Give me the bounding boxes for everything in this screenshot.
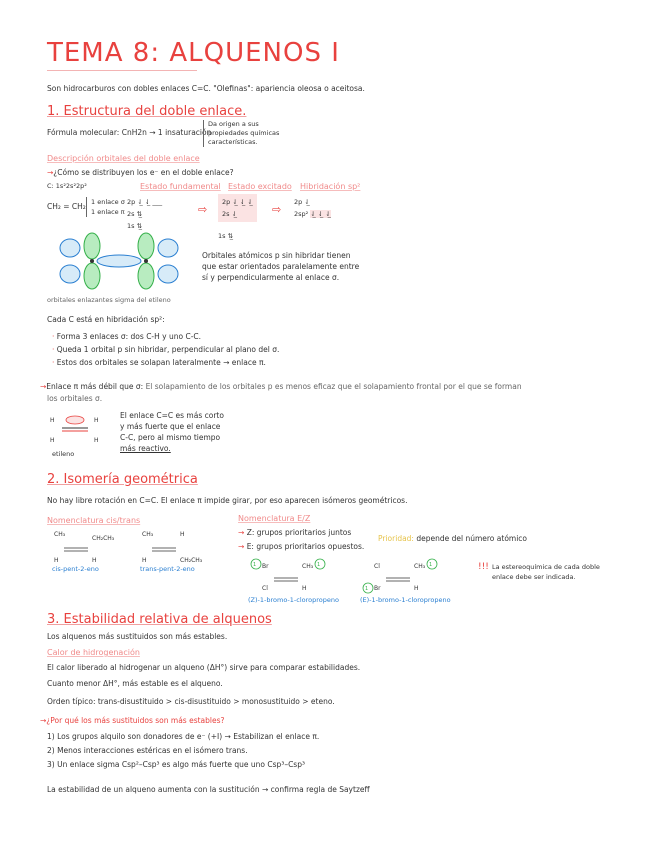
- section-1-heading: 1. Estructura del doble enlace.: [47, 104, 247, 119]
- svg-text:H: H: [50, 417, 55, 424]
- section-2-intro: No hay libre rotación en C=C. El enlace π impide girar, por eso aparecen isómeros geométricos.: [47, 496, 408, 505]
- hybrid-boxes: 2p ⇃̲ 2sp² ⇃̲ ⇃̲ ⇃̲: [294, 198, 331, 218]
- svg-text:H: H: [94, 417, 99, 424]
- svg-text:Br: Br: [374, 585, 381, 592]
- z-name: (Z)-1-bromo-1-cloropropeno: [248, 596, 339, 604]
- s-orbital-h: [60, 239, 80, 257]
- title-underline: [47, 70, 197, 71]
- pi-lobe: [66, 416, 84, 424]
- svg-text:1: 1: [253, 562, 257, 568]
- s-orbital-h: [158, 239, 178, 257]
- page-title: TEMA 8: ALQUENOS I: [47, 38, 340, 68]
- s-orbital-h: [60, 265, 80, 283]
- svg-text:H: H: [50, 437, 55, 444]
- reason-2: 2) Menos interacciones estéricas en el isómero trans.: [47, 746, 248, 755]
- each-carbon-text: Cada C está en hibridación sp²:: [47, 315, 165, 324]
- cis-structure: [52, 528, 127, 564]
- arrow-hybridize: ⇨: [272, 203, 282, 216]
- orbitals-subheading: Descripción orbitales del doble enlace: [47, 154, 200, 163]
- svg-text:Cl: Cl: [262, 585, 268, 592]
- e-name: (E)-1-bromo-1-cloropropeno: [360, 596, 451, 604]
- stereo-mark: !!!: [478, 562, 489, 572]
- svg-text:1: 1: [429, 562, 433, 568]
- less-text: Cuanto menor ΔH°, más estable es el alqueno.: [47, 679, 223, 688]
- z-structure: [248, 556, 328, 596]
- carbon-atom: [144, 259, 148, 263]
- svg-text:CH₃: CH₃: [54, 531, 66, 538]
- formula-text: Fórmula molecular: CnH2n → 1 insaturación: [47, 128, 212, 137]
- state-hybrid-label: Hibridación sp²: [300, 182, 361, 191]
- ethene-orbital-diagram: [50, 230, 190, 292]
- section-2-heading: 2. Isomería geométrica: [47, 472, 198, 487]
- config-text: C: 1s²2s²2p²: [47, 182, 87, 190]
- svg-text:H: H: [142, 557, 147, 564]
- final-text: La estabilidad de un alqueno aumenta con la sustitución → confirma regla de Saytzeff: [47, 785, 370, 794]
- hydrogenation-subheading: Calor de hidrogenación: [47, 648, 140, 657]
- svg-text:H: H: [54, 557, 59, 564]
- excited-1s: 1s ⇅̲: [218, 232, 234, 240]
- list-item: · Forma 3 enlaces σ: dos C-H y uno C-C.: [52, 332, 202, 341]
- ethene-bond-sketch: [48, 410, 108, 450]
- svg-text:CH₂CH₃: CH₂CH₃: [180, 557, 203, 564]
- svg-text:H: H: [92, 557, 97, 564]
- svg-text:H: H: [302, 585, 307, 592]
- sigma-cc-orbital: [97, 255, 141, 267]
- svg-text:CH₂CH₃: CH₂CH₃: [92, 535, 115, 542]
- intro-text: Son hidrocarburos con dobles enlaces C=C. "Olefinas": apariencia oleosa o aceitosa.: [47, 84, 365, 93]
- reason-1: 1) Los grupos alquilo son donadores de e⁻ (+I) → Estabilizan el enlace π.: [47, 732, 320, 741]
- svg-text:H: H: [180, 531, 185, 538]
- section-3-heading: 3. Estabilidad relativa de alquenos: [47, 612, 272, 627]
- p-orbital-lobe: [84, 233, 100, 259]
- p-orbital-lobe: [138, 233, 154, 259]
- formula-note: Da origen a sus propiedades químicas características.: [203, 120, 279, 147]
- svg-text:CH₃: CH₃: [302, 563, 314, 570]
- reason-3: 3) Un enlace sigma Csp²–Csp³ es algo más fuerte que uno Csp³–Csp³: [47, 760, 305, 769]
- state-fundamental-label: Estado fundamental: [140, 182, 221, 191]
- cis-name: cis-pent-2-eno: [52, 565, 99, 573]
- why-text: →¿Por qué los más sustituidos son más estables?: [40, 716, 225, 725]
- svg-text:Cl: Cl: [374, 563, 380, 570]
- ethene-formula: CH₂ = CH₂: [47, 202, 86, 211]
- cc-note: El enlace C=C es más corto y más fuerte que el enlace C-C, pero al mismo tiempo más reactivo.: [120, 411, 224, 453]
- s-orbital-h: [158, 265, 178, 283]
- e-structure: [360, 556, 440, 596]
- cis-trans-subheading: Nomenclatura cis/trans: [47, 516, 141, 525]
- svg-text:CH₃: CH₃: [142, 531, 154, 538]
- state-excited-label: Estado excitado: [228, 182, 292, 191]
- excited-boxes: 2p ⇃̲ ⇃̲ ⇃̲ 2s ⇃̲: [218, 194, 257, 222]
- p-orbital-lobe: [138, 263, 154, 289]
- priority-text: Prioridad: depende del número atómico: [378, 534, 528, 543]
- trans-name: trans-pent-2-eno: [140, 565, 195, 573]
- e-rule: → E: grupos prioritarios opuestos.: [238, 542, 365, 551]
- arrow-excite: ⇨: [198, 203, 208, 216]
- bond-types: 1 enlace σ 1 enlace π: [86, 197, 125, 217]
- svg-text:1: 1: [365, 586, 369, 592]
- ethene-label: etileno: [52, 450, 75, 458]
- ez-subheading: Nomenclatura E/Z: [238, 514, 311, 523]
- carbon-atom: [90, 259, 94, 263]
- trans-structure: [140, 528, 215, 564]
- list-item: · Queda 1 orbital p sin hibridar, perpendicular al plano del σ.: [52, 345, 280, 354]
- fundamental-boxes: 2p ⇃̲ ⇃̲ ___ 2s ⇅̲ 1s ⇅̲: [127, 198, 163, 230]
- section-3-intro: Los alquenos más sustituidos son más estables.: [47, 632, 228, 641]
- weak-pi-cont: los orbitales σ.: [47, 394, 103, 403]
- svg-text:1: 1: [317, 562, 321, 568]
- svg-text:CH₃: CH₃: [414, 563, 426, 570]
- svg-text:Br: Br: [262, 563, 269, 570]
- svg-text:H: H: [94, 437, 99, 444]
- order-text: Orden típico: trans-disustituido > cis-disustituido > monosustituido > eteno.: [47, 697, 335, 706]
- p-orbital-lobe: [84, 263, 100, 289]
- svg-text:H: H: [414, 585, 419, 592]
- z-rule: → Z: grupos prioritarios juntos: [238, 528, 352, 537]
- orbital-note: Orbitales atómicos p sin hibridar tienen que estar orientados paralelamente entre sí y perpendicularmente al enlace σ.: [202, 251, 360, 282]
- orbital-caption: orbitales enlazantes sigma del etileno: [47, 296, 171, 304]
- stereo-note: La estereoquímica de cada doble enlace debe ser indicada.: [492, 563, 600, 581]
- list-item: · Estos dos orbitales se solapan lateralmente → enlace π.: [52, 358, 266, 367]
- heat-text: El calor liberado al hidrogenar un alqueno (ΔH°) sirve para comparar estabilidades.: [47, 663, 361, 672]
- weak-pi-text: →Enlace π más débil que σ: El solapamiento de los orbitales p es menos eficaz que el solapamiento frontal por el que se forman: [40, 382, 522, 391]
- carbon-points: [52, 330, 279, 369]
- question-text: →¿Cómo se distribuyen los e⁻ en el doble enlace?: [47, 168, 234, 177]
